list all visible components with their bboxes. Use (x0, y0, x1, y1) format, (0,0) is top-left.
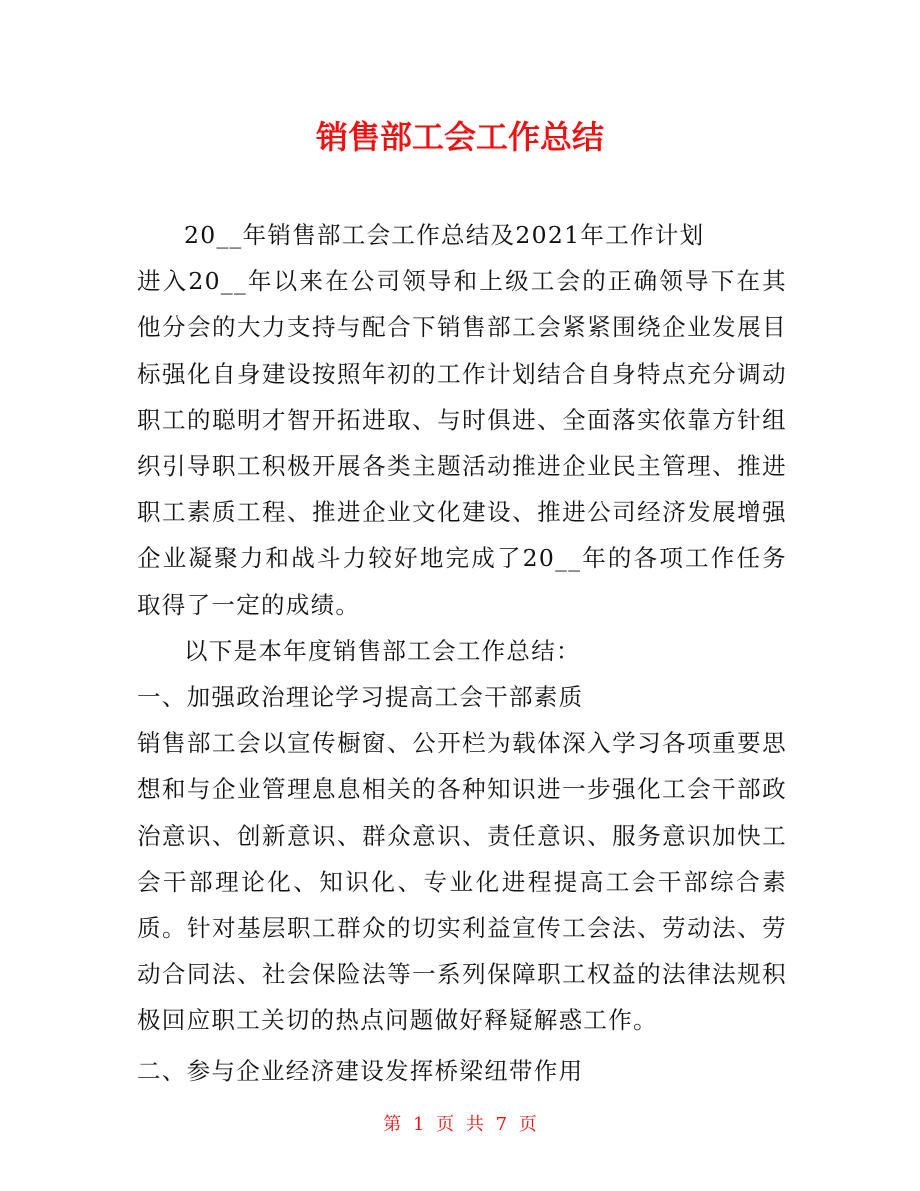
page-number-footer: 第 1 页 共 7 页 (383, 1114, 537, 1135)
section-heading-2: 二、参与企业经济建设发挥桥梁纽带作用 (137, 1056, 584, 1085)
document-body (137, 212, 787, 1094)
section-1-paragraph: 销售部工会以宣传橱窗、公开栏为载体深入学习各项重要思想和与企业管理息息相关的各种知识进一步强化工会干部政治意识、创新意识、群众意识、责任意识、服务意识加快工会干部理论化、知识化、专业化进程提高工会干部综合素质。针对基层职工群众的切实利益宣传工会法、劳动法、劳动合同法、社会保险法等一系列保障职工权益的法律法规积极回应职工关切的热点问题做好释疑解惑工作。 (137, 729, 787, 1035)
document-title: 销售部工会工作总结 (315, 118, 604, 156)
subtitle-paragraph: 20__年销售部工会工作总结及2021年工作计划 (184, 221, 705, 249)
summary-lead-paragraph: 以下是本年度销售部工会工作总结： (184, 636, 581, 665)
intro-paragraph: 进入20__年以来在公司领导和上级工会的正确领导下在其他分会的大力支持与配合下销售部工会紧紧围绕企业发展目标强化自身建设按照年初的工作计划结合自身特点充分调动职工的聪明才智开拓进取、与时俱进、全面落实依靠方针组织引导职工积极开展各类主题活动推进企业民主管理、推进职工素质工程、推进企业文化建设、推进公司经济发展增强企业凝聚力和战斗力较好地完成了20__年的各项工作任务取得了一定的成绩。 (137, 267, 787, 619)
section-heading-1: 一、加强政治理论学习提高工会干部素质 (137, 683, 584, 712)
